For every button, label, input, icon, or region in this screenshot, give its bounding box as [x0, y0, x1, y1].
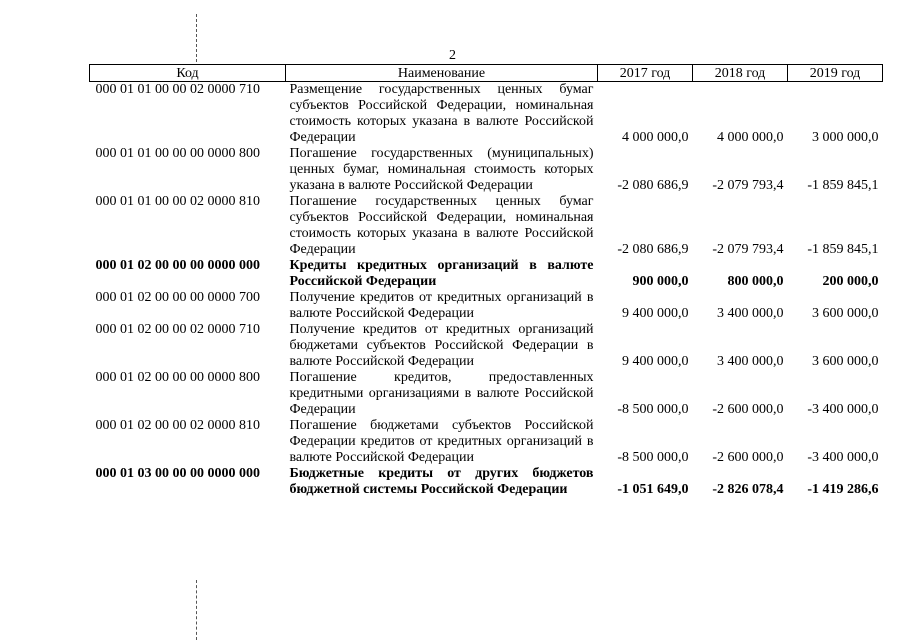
binding-cut-line: [196, 580, 197, 640]
row-value-2017: -1 051 649,0: [617, 482, 689, 497]
row-value-2019: -1 859 845,1: [807, 242, 879, 257]
row-value-2019: -3 400 000,0: [807, 450, 879, 465]
row-code: 000 01 02 00 00 00 0000 800: [95, 370, 260, 385]
header-name: Наименование: [286, 65, 598, 82]
row-name: Погашение государственных ценных бумаг субъектов Российской Федерации, номинальная стоимость которых указана в валюте Российской Федерации: [289, 194, 594, 257]
row-value-2018: -2 079 793,4: [712, 242, 784, 257]
table-row: [90, 146, 883, 194]
row-value-2019: -1 419 286,6: [807, 482, 879, 497]
row-value-2019: -3 400 000,0: [807, 402, 879, 417]
row-value-2019: 3 000 000,0: [812, 130, 879, 145]
row-code: 000 01 01 00 00 02 0000 710: [95, 82, 260, 97]
row-value-2017: 9 400 000,0: [622, 354, 689, 369]
row-name: Погашение кредитов, предоставленных кредитными организациями в валюте Российской Федерации: [289, 370, 594, 417]
row-code: 000 01 02 00 00 02 0000 710: [95, 322, 260, 337]
header-2019: 2019 год: [788, 65, 883, 82]
header-2017: 2017 год: [598, 65, 693, 82]
row-value-2017: 4 000 000,0: [622, 130, 689, 145]
row-value-2018: -2 826 078,4: [712, 482, 784, 497]
row-name: Размещение государственных ценных бумаг субъектов Российской Федерации, номинальная стоимость которых указана в валюте Российской Федерации: [289, 82, 594, 145]
page-number: 2: [449, 48, 456, 63]
row-code: 000 01 02 00 00 00 0000 700: [95, 290, 260, 305]
row-value-2018: -2 600 000,0: [712, 402, 784, 417]
table-row: [90, 290, 883, 322]
row-value-2018: -2 079 793,4: [712, 178, 784, 193]
table-header-row: [90, 65, 883, 82]
row-name: Получение кредитов от кредитных организаций бюджетами субъектов Российской Федерации в валюте Российской Федерации: [289, 322, 594, 369]
row-value-2017: -2 080 686,9: [617, 178, 689, 193]
row-value-2017: 900 000,0: [632, 274, 689, 289]
row-code: 000 01 01 00 00 00 0000 800: [95, 146, 260, 161]
sources-financing-table: [89, 64, 883, 498]
row-value-2018: 3 400 000,0: [717, 354, 784, 369]
table-row: [90, 82, 883, 147]
row-value-2018: -2 600 000,0: [712, 450, 784, 465]
row-value-2018: 4 000 000,0: [717, 130, 784, 145]
row-name: Погашение бюджетами субъектов Российской Федерации кредитов от кредитных организаций в валюте Российской Федерации: [289, 418, 594, 465]
table-row: [90, 322, 883, 370]
table-row: [90, 194, 883, 258]
table-row: [90, 418, 883, 466]
row-code: 000 01 01 00 00 02 0000 810: [95, 194, 260, 209]
header-2018: 2018 год: [693, 65, 788, 82]
row-code: 000 01 02 00 00 02 0000 810: [95, 418, 260, 433]
row-value-2019: 3 600 000,0: [812, 354, 879, 369]
table-row: [90, 370, 883, 418]
row-code: 000 01 02 00 00 00 0000 000: [95, 258, 260, 273]
row-name: Бюджетные кредиты от других бюджетов бюджетной системы Российской Федерации: [289, 466, 594, 497]
table-row: [90, 258, 883, 290]
row-value-2019: 200 000,0: [822, 274, 879, 289]
row-value-2019: 3 600 000,0: [812, 306, 879, 321]
row-value-2018: 3 400 000,0: [717, 306, 784, 321]
row-value-2017: -8 500 000,0: [617, 402, 689, 417]
row-value-2019: -1 859 845,1: [807, 178, 879, 193]
row-name: Погашение государственных (муниципальных) ценных бумаг, номинальная стоимость которых указана в валюте Российской Федерации: [289, 146, 594, 193]
row-code: 000 01 03 00 00 00 0000 000: [95, 466, 260, 481]
table-row: [90, 466, 883, 498]
row-value-2017: -2 080 686,9: [617, 242, 689, 257]
row-value-2018: 800 000,0: [727, 274, 784, 289]
row-name: Получение кредитов от кредитных организаций в валюте Российской Федерации: [289, 290, 594, 321]
header-code: Код: [90, 65, 286, 82]
row-value-2017: 9 400 000,0: [622, 306, 689, 321]
row-name: Кредиты кредитных организаций в валюте Российской Федерации: [289, 258, 594, 289]
row-value-2017: -8 500 000,0: [617, 450, 689, 465]
